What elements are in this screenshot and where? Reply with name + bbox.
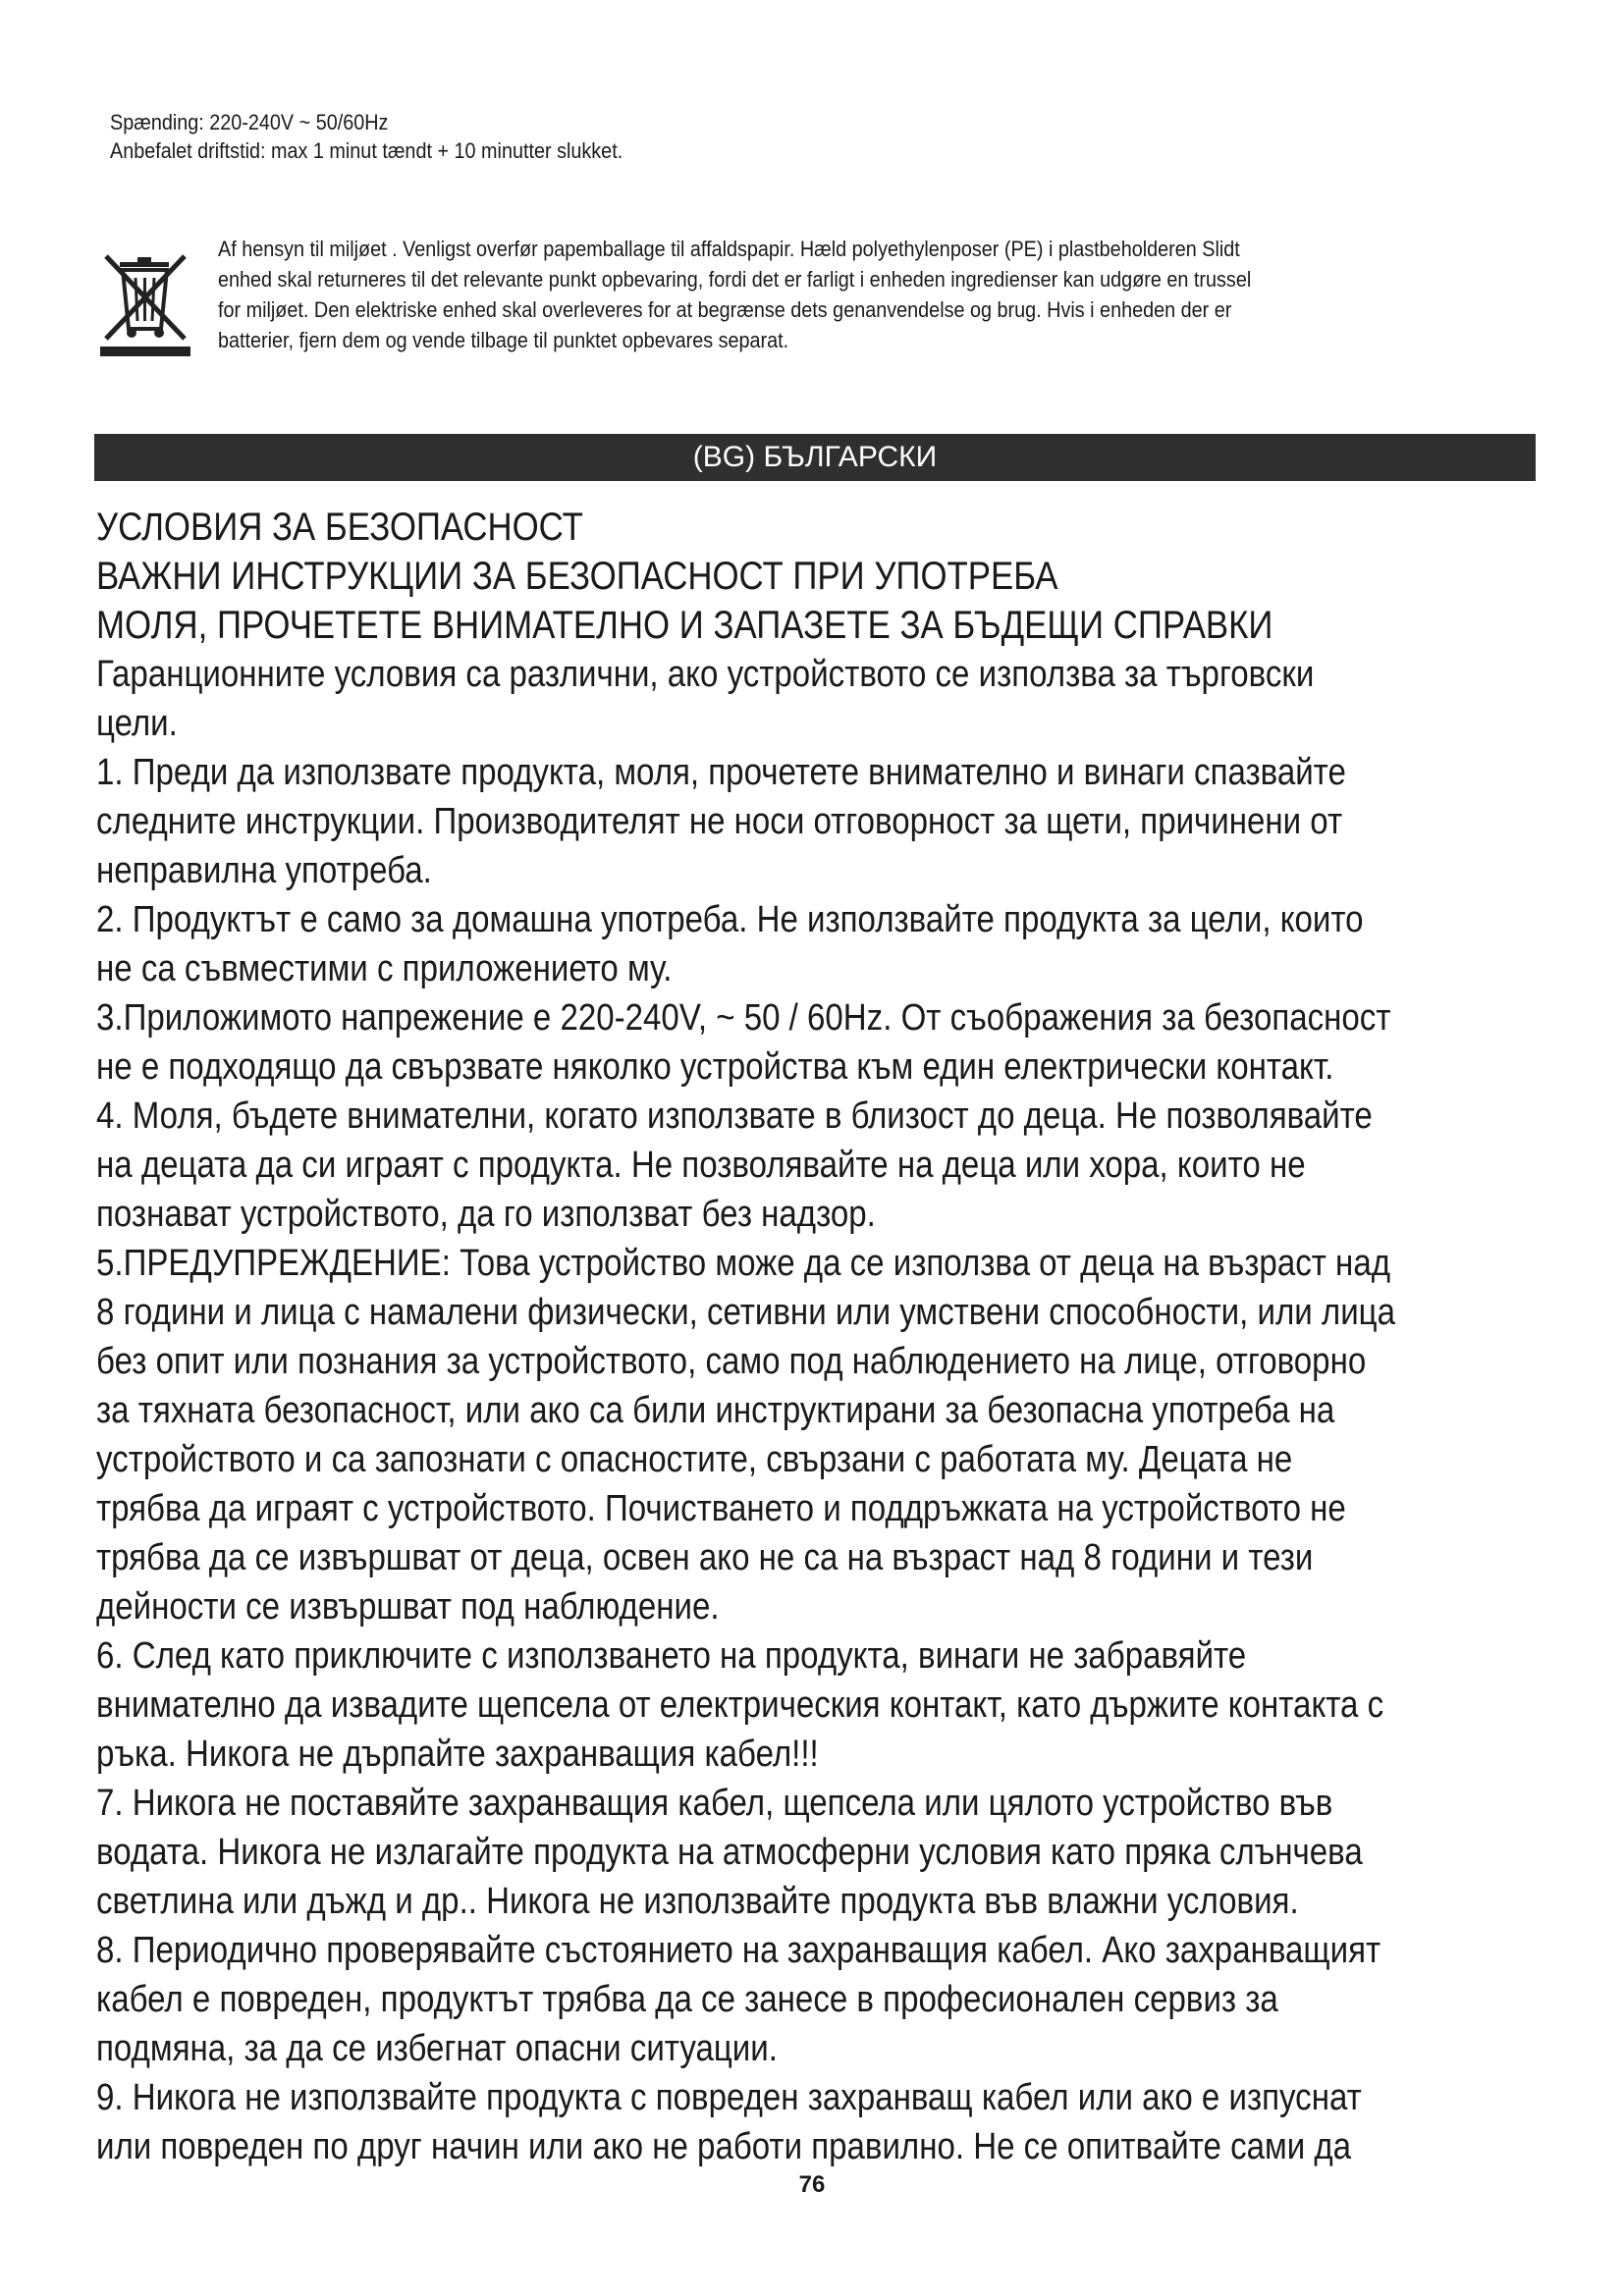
body-line: светлина или дъжд и др.. Никога не използвайте продукта във влажни условия. [96, 1881, 1299, 1922]
body-line: ръка. Никога не дърпайте захранващия кабел!!! [96, 1734, 819, 1775]
disposal-line: batterier, fjern dem og vende tilbage til punktet opbevares separat. [218, 328, 789, 352]
body-line: Гаранционните условия са различни, ако устройството се използва за търговски [96, 654, 1315, 695]
voltage-line: Spænding: 220-240V ~ 50/60Hz [110, 110, 389, 134]
body-line: следните инструкции. Производителят не носи отговорност за щети, причинени от [96, 801, 1343, 842]
body-line: подмяна, за да се избегнат опасни ситуации. [96, 2028, 778, 2069]
body-line: не са съвместими с приложението му. [96, 948, 673, 989]
disposal-text [218, 234, 1605, 355]
section-heading: УСЛОВИЯ ЗА БЕЗОПАСНОСТ [96, 506, 583, 549]
body-line: 7. Никога не поставяйте захранващия кабел, щепсела или цялото устройство във [96, 1783, 1333, 1824]
body-line: не е подходящо да свързвате няколко устройства към един електрически контакт. [96, 1046, 1334, 1088]
body-line: 9. Никога не използвайте продукта с повреден захранващ кабел или ако е изпуснат [96, 2077, 1362, 2118]
disposal-line: Af hensyn til miljøet . Venligst overfør papemballage til affaldspapir. Hæld polyethylenposer (PE) i plastbeholderen Slidt [218, 237, 1240, 261]
page-number: 76 [798, 2171, 826, 2198]
crossed-out-wheelie-bin-icon [98, 248, 196, 356]
body-line: 4. Моля, бъдете внимателни, когато използвате в близост до деца. Не позволявайте [96, 1095, 1373, 1137]
body-line: водата. Никога не излагайте продукта на атмосферни условия като пряка слънчева [96, 1832, 1363, 1873]
body-line: устройството и са запознати с опасностите, свързани с работата му. Децата не [96, 1439, 1293, 1480]
body-line: внимателно да извадите щепсела от електрическия контакт, като държите контакта с [96, 1684, 1384, 1726]
duty-cycle-line: Anbefalet driftstid: max 1 minut tændt + 10 minutter slukket. [110, 138, 623, 163]
section-heading: ВАЖНИ ИНСТРУКЦИИ ЗА БЕЗОПАСНОСТ ПРИ УПОТРЕБА [96, 555, 1058, 598]
body-line: 2. Продуктът е само за домашна употреба. Не използвайте продукта за цели, които [96, 899, 1364, 940]
language-section-bar: (BG) БЪЛГАРСКИ [94, 434, 1536, 481]
body-line: на децата да си играят с продукта. Не позволявайте на деца или хора, които не [96, 1145, 1306, 1186]
body-line: кабел е повреден, продуктът трябва да се занесе в професионален сервиз за [96, 1979, 1278, 2020]
safety-instructions [96, 503, 1395, 2171]
body-line: 8 години и лица с намалени физически, сетивни или умствени способности, или лица [96, 1292, 1395, 1333]
section-heading: МОЛЯ, ПРОЧЕТЕТЕ ВНИМАТЕЛНО И ЗАПАЗЕТЕ ЗА БЪДЕЩИ СПРАВКИ [96, 604, 1273, 647]
body-line: трябва да играят с устройството. Почистването и поддръжката на устройството не [96, 1488, 1346, 1529]
body-line: за тяхната безопасност, или ако са били инструктирани за безопасна употреба на [96, 1390, 1335, 1431]
body-line: дейности се извършват под наблюдение. [96, 1586, 720, 1628]
body-line: 6. След като приключите с използването на продукта, винаги не забравяйте [96, 1635, 1247, 1677]
disposal-notice [98, 234, 1542, 381]
disposal-line: for miljøet. Den elektriske enhed skal overleveres for at begrænse dets genanvendelse og brug. Hvis i enheden der er [218, 297, 1232, 322]
body-line: или повреден по друг начин или ако не работи правилно. Не се опитвайте сами да [96, 2126, 1352, 2167]
disposal-line: enhed skal returneres til det relevante punkt opbevaring, fordi det er farligt i enheden ingredienser kan udgøre en trussel [218, 267, 1252, 292]
body-line: цели. [96, 703, 178, 744]
body-line: без опит или познания за устройството, само под наблюдението на лице, отговорно [96, 1341, 1367, 1382]
spec-block [110, 108, 1382, 165]
body-line: 3.Приложимото напрежение е 220-240V, ~ 50 / 60Hz. От съображения за безопасност [96, 997, 1391, 1039]
body-line: неправилна употреба. [96, 850, 432, 891]
body-line: 5.ПРЕДУПРЕЖДЕНИЕ: Това устройство може да се използва от деца на възраст над [96, 1243, 1390, 1284]
body-line: трябва да се извършват от деца, освен ако не са на възраст над 8 години и тези [96, 1537, 1314, 1578]
body-line: 1. Преди да използвате продукта, моля, прочетете внимателно и винаги спазвайте [96, 752, 1346, 793]
body-line: 8. Периодично проверявайте състоянието на захранващия кабел. Ако захранващият [96, 1930, 1381, 1971]
body-line: познават устройството, да го използват без надзор. [96, 1194, 876, 1235]
